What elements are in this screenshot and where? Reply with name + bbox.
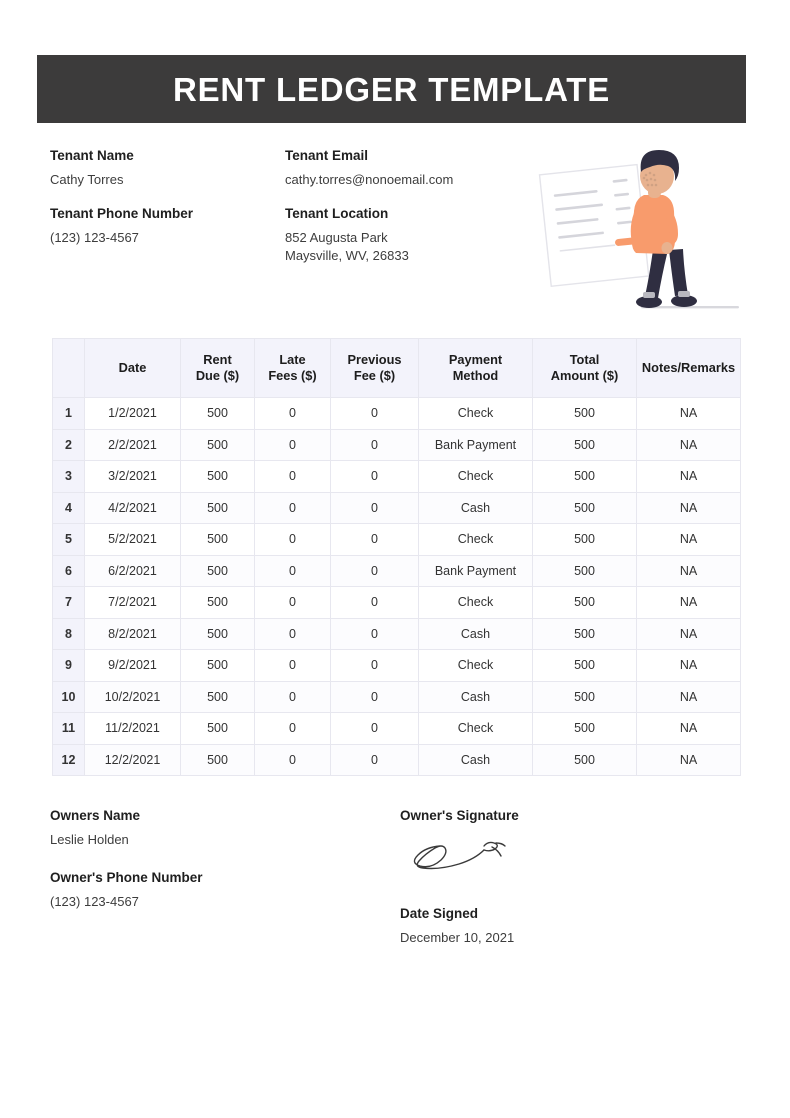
tenant-email-label: Tenant Email	[285, 148, 369, 163]
cell-notes: NA	[637, 587, 741, 619]
cell-total-amount: 500	[533, 492, 637, 524]
tenant-phone-field	[50, 206, 285, 266]
date-signed-field	[400, 906, 680, 948]
table-header-row	[53, 339, 741, 398]
signature-icon	[404, 834, 524, 878]
owner-signature-section	[400, 808, 680, 948]
cell-late-fees: 0	[255, 524, 331, 556]
cell-date: 9/2/2021	[85, 650, 181, 682]
column-header-previous-fee-line1: Previous	[347, 352, 402, 368]
owner-spacer	[50, 850, 370, 870]
table-row	[53, 555, 741, 587]
table-row	[53, 492, 741, 524]
column-header-date: Date	[85, 339, 181, 398]
cell-rent-due: 500	[181, 618, 255, 650]
table-row	[53, 713, 741, 745]
cell-payment-method: Check	[419, 398, 533, 430]
cell-previous-fee: 0	[331, 681, 419, 713]
cell-total-amount: 500	[533, 398, 637, 430]
cell-late-fees: 0	[255, 555, 331, 587]
column-header-payment-method-line2: Method	[452, 368, 499, 383]
column-header-notes: Notes/Remarks	[637, 339, 741, 398]
date-signed-value: December 10, 2021	[400, 930, 515, 946]
table-row	[53, 618, 741, 650]
cell-payment-method: Cash	[419, 744, 533, 776]
cell-notes: NA	[637, 398, 741, 430]
cell-previous-fee: 0	[331, 398, 419, 430]
cell-payment-method: Check	[419, 713, 533, 745]
tenant-location-field	[285, 206, 520, 266]
cell-row-index: 6	[53, 555, 85, 587]
cell-row-index: 3	[53, 461, 85, 493]
tenant-location-line2: Maysville, WV, 26833	[285, 248, 409, 264]
owner-phone-value: (123) 123-4567	[50, 893, 139, 909]
column-header-rent-due	[181, 339, 255, 398]
tenant-name-value: Cathy Torres	[50, 172, 124, 188]
cell-row-index: 9	[53, 650, 85, 682]
cell-late-fees: 0	[255, 713, 331, 745]
column-header-late-fees-line1: Late	[279, 352, 306, 368]
cell-payment-method: Check	[419, 524, 533, 556]
cell-row-index: 1	[53, 398, 85, 430]
cell-notes: NA	[637, 492, 741, 524]
column-header-payment-method	[419, 339, 533, 398]
cell-rent-due: 500	[181, 744, 255, 776]
cell-previous-fee: 0	[331, 492, 419, 524]
column-header-rent-due-line1: Rent	[203, 352, 232, 368]
date-signed-label: Date Signed	[400, 906, 479, 922]
cell-row-index: 7	[53, 587, 85, 619]
cell-late-fees: 0	[255, 650, 331, 682]
tenant-name-field	[50, 148, 285, 190]
rent-ledger-table	[52, 338, 741, 776]
cell-rent-due: 500	[181, 398, 255, 430]
cell-previous-fee: 0	[331, 555, 419, 587]
cell-rent-due: 500	[181, 587, 255, 619]
cell-late-fees: 0	[255, 681, 331, 713]
cell-notes: NA	[637, 618, 741, 650]
cell-previous-fee: 0	[331, 713, 419, 745]
cell-date: 5/2/2021	[85, 524, 181, 556]
cell-late-fees: 0	[255, 461, 331, 493]
cell-row-index: 8	[53, 618, 85, 650]
column-header-index	[53, 339, 85, 398]
cell-notes: NA	[637, 650, 741, 682]
cell-date: 11/2/2021	[85, 713, 181, 745]
table-row	[53, 429, 741, 461]
cell-notes: NA	[637, 524, 741, 556]
column-header-late-fees-line2: Fees ($)	[268, 368, 317, 383]
cell-date: 10/2/2021	[85, 681, 181, 713]
owner-name-label: Owners Name	[50, 808, 141, 823]
tenant-location-label: Tenant Location	[285, 205, 389, 221]
cell-row-index: 5	[53, 524, 85, 556]
cell-date: 12/2/2021	[85, 744, 181, 776]
cell-payment-method: Check	[419, 461, 533, 493]
table-row	[53, 398, 741, 430]
cell-previous-fee: 0	[331, 618, 419, 650]
table-row	[53, 681, 741, 713]
table-body	[53, 398, 741, 776]
page-title: RENT LEDGER TEMPLATE	[172, 70, 611, 108]
cell-previous-fee: 0	[331, 524, 419, 556]
cell-notes: NA	[637, 555, 741, 587]
cell-previous-fee: 0	[331, 461, 419, 493]
person-reviewing-document-illustration	[533, 142, 748, 314]
tenant-location-line1: 852 Augusta Park	[285, 229, 388, 245]
cell-row-index: 4	[53, 492, 85, 524]
cell-date: 7/2/2021	[85, 587, 181, 619]
column-header-previous-fee-line2: Fee ($)	[353, 368, 396, 383]
cell-total-amount: 500	[533, 681, 637, 713]
cell-rent-due: 500	[181, 555, 255, 587]
owner-signature-label: Owner's Signature	[400, 808, 519, 823]
tenant-email-field	[285, 148, 520, 190]
cell-row-index: 12	[53, 744, 85, 776]
cell-payment-method: Cash	[419, 618, 533, 650]
cell-payment-method: Cash	[419, 492, 533, 524]
column-header-late-fees	[255, 339, 331, 398]
cell-total-amount: 500	[533, 524, 637, 556]
cell-previous-fee: 0	[331, 650, 419, 682]
tenant-email-value: cathy.torres@nonoemail.com	[285, 172, 454, 188]
tenant-information-section	[50, 148, 520, 266]
cell-total-amount: 500	[533, 744, 637, 776]
owner-phone-label: Owner's Phone Number	[50, 869, 203, 885]
cell-late-fees: 0	[255, 587, 331, 619]
cell-total-amount: 500	[533, 555, 637, 587]
cell-total-amount: 500	[533, 713, 637, 745]
column-header-total-amount-line2: Amount ($)	[550, 368, 619, 383]
cell-payment-method: Bank Payment	[419, 555, 533, 587]
cell-payment-method: Check	[419, 587, 533, 619]
cell-previous-fee: 0	[331, 429, 419, 461]
cell-payment-method: Bank Payment	[419, 429, 533, 461]
table-row	[53, 587, 741, 619]
table-row	[53, 461, 741, 493]
cell-total-amount: 500	[533, 461, 637, 493]
cell-total-amount: 500	[533, 650, 637, 682]
cell-total-amount: 500	[533, 429, 637, 461]
cell-rent-due: 500	[181, 524, 255, 556]
cell-rent-due: 500	[181, 461, 255, 493]
cell-row-index: 10	[53, 681, 85, 713]
cell-payment-method: Check	[419, 650, 533, 682]
cell-rent-due: 500	[181, 713, 255, 745]
column-header-total-amount	[533, 339, 637, 398]
cell-notes: NA	[637, 681, 741, 713]
cell-notes: NA	[637, 744, 741, 776]
cell-date: 2/2/2021	[85, 429, 181, 461]
cell-total-amount: 500	[533, 587, 637, 619]
cell-previous-fee: 0	[331, 587, 419, 619]
cell-rent-due: 500	[181, 429, 255, 461]
cell-rent-due: 500	[181, 492, 255, 524]
cell-notes: NA	[637, 429, 741, 461]
table-row	[53, 650, 741, 682]
column-header-rent-due-line2: Due ($)	[195, 368, 240, 383]
cell-rent-due: 500	[181, 681, 255, 713]
cell-late-fees: 0	[255, 429, 331, 461]
cell-row-index: 2	[53, 429, 85, 461]
cell-rent-due: 500	[181, 650, 255, 682]
cell-date: 1/2/2021	[85, 398, 181, 430]
document-title-banner	[37, 55, 746, 123]
tenant-name-label: Tenant Name	[50, 148, 134, 163]
column-header-previous-fee	[331, 339, 419, 398]
table-row	[53, 744, 741, 776]
table-row	[53, 524, 741, 556]
column-header-total-amount-line1: Total	[569, 352, 600, 368]
cell-payment-method: Cash	[419, 681, 533, 713]
cell-row-index: 11	[53, 713, 85, 745]
cell-date: 8/2/2021	[85, 618, 181, 650]
cell-late-fees: 0	[255, 744, 331, 776]
owner-name-value: Leslie Holden	[50, 832, 129, 848]
cell-total-amount: 500	[533, 618, 637, 650]
cell-late-fees: 0	[255, 618, 331, 650]
cell-late-fees: 0	[255, 398, 331, 430]
cell-date: 4/2/2021	[85, 492, 181, 524]
cell-notes: NA	[637, 461, 741, 493]
rent-ledger-table-container	[52, 338, 740, 776]
cell-previous-fee: 0	[331, 744, 419, 776]
tenant-phone-label: Tenant Phone Number	[50, 205, 194, 221]
column-header-payment-method-line1: Payment	[448, 352, 503, 368]
owner-information-section	[50, 808, 370, 911]
cell-date: 6/2/2021	[85, 555, 181, 587]
cell-notes: NA	[637, 713, 741, 745]
tenant-phone-value: (123) 123-4567	[50, 229, 139, 245]
cell-date: 3/2/2021	[85, 461, 181, 493]
cell-late-fees: 0	[255, 492, 331, 524]
